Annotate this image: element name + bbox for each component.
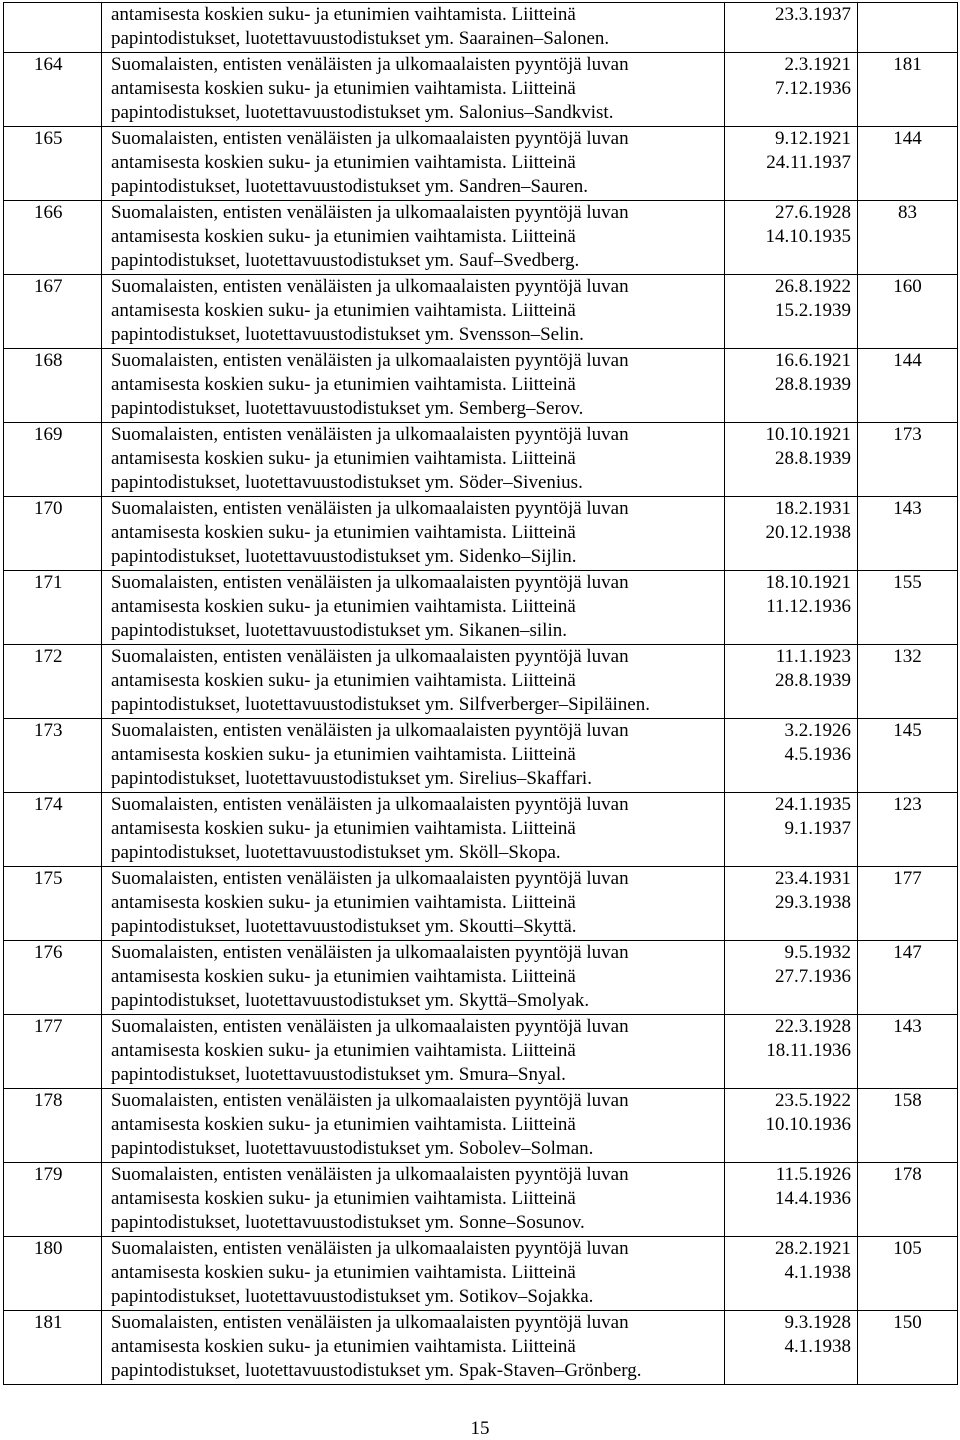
row-dates — [725, 719, 858, 793]
row-number: 179 — [4, 1163, 102, 1237]
date-start: 23.3.1937 — [775, 4, 851, 25]
date-start: 9.5.1932 — [784, 942, 851, 963]
description-line: papintodistukset, luotettavuustodistukset ym. Semberg–Serov. — [111, 398, 584, 420]
row-description — [102, 867, 725, 941]
description-line: papintodistukset, luotettavuustodistukset ym. Saarainen–Salonen. — [111, 28, 610, 50]
row-count: 83 — [858, 201, 958, 275]
row-dates — [725, 867, 858, 941]
description-line: Suomalaisten, entisten venäläisten ja ulkomaalaisten pyyntöjä luvan — [111, 572, 629, 593]
row-count: 132 — [858, 645, 958, 719]
row-number: 169 — [4, 423, 102, 497]
date-end: 18.11.1936 — [766, 1040, 851, 1062]
date-start: 3.2.1926 — [784, 720, 851, 741]
row-description — [102, 497, 725, 571]
row-dates — [725, 1089, 858, 1163]
row-description — [102, 275, 725, 349]
date-start: 23.5.1922 — [775, 1090, 851, 1111]
description-line: Suomalaisten, entisten venäläisten ja ulkomaalaisten pyyntöjä luvan — [111, 646, 629, 667]
table-row — [4, 645, 958, 719]
row-count: 145 — [858, 719, 958, 793]
description-line: papintodistukset, luotettavuustodistukset ym. Sidenko–Sijlin. — [111, 546, 577, 568]
row-number: 165 — [4, 127, 102, 201]
description-line: Suomalaisten, entisten venäläisten ja ulkomaalaisten pyyntöjä luvan — [111, 1164, 629, 1185]
row-description — [102, 941, 725, 1015]
row-dates — [725, 349, 858, 423]
page-number: 15 — [470, 1418, 490, 1439]
description-line: antamisesta koskien suku- ja etunimien vaihtamista. Liitteinä — [111, 1040, 576, 1062]
table-row — [4, 127, 958, 201]
description-line: papintodistukset, luotettavuustodistukset ym. Skoutti–Skyttä. — [111, 916, 577, 938]
row-count: 178 — [858, 1163, 958, 1237]
row-number: 170 — [4, 497, 102, 571]
row-description — [102, 127, 725, 201]
date-start: 24.1.1935 — [775, 794, 851, 815]
row-description — [102, 53, 725, 127]
row-number: 177 — [4, 1015, 102, 1089]
description-line: papintodistukset, luotettavuustodistukset ym. Skyttä–Smolyak. — [111, 990, 590, 1012]
table-row — [4, 941, 958, 1015]
description-line: papintodistukset, luotettavuustodistukset ym. Sirelius–Skaffari. — [111, 768, 592, 790]
date-end: 9.1.1937 — [784, 818, 851, 840]
date-end: 28.8.1939 — [775, 374, 851, 396]
row-number: 167 — [4, 275, 102, 349]
date-end: 24.11.1937 — [766, 152, 851, 174]
row-description — [102, 571, 725, 645]
row-count: 143 — [858, 497, 958, 571]
row-number — [4, 3, 102, 53]
row-number: 181 — [4, 1311, 102, 1385]
date-start: 16.6.1921 — [775, 350, 851, 371]
row-dates — [725, 201, 858, 275]
date-start: 27.6.1928 — [775, 202, 851, 223]
row-number: 180 — [4, 1237, 102, 1311]
date-start: 2.3.1921 — [784, 54, 851, 75]
row-description — [102, 645, 725, 719]
table-row — [4, 793, 958, 867]
row-count: 143 — [858, 1015, 958, 1089]
table-row — [4, 349, 958, 423]
description-line: antamisesta koskien suku- ja etunimien vaihtamista. Liitteinä — [111, 670, 576, 692]
date-start: 26.8.1922 — [775, 276, 851, 297]
description-line: antamisesta koskien suku- ja etunimien vaihtamista. Liitteinä — [111, 596, 576, 618]
table-row — [4, 1163, 958, 1237]
description-line: papintodistukset, luotettavuustodistukset ym. Sobolev–Solman. — [111, 1138, 594, 1160]
row-description — [102, 423, 725, 497]
description-line: antamisesta koskien suku- ja etunimien vaihtamista. Liitteinä — [111, 300, 576, 322]
date-end: 27.7.1936 — [775, 966, 851, 988]
row-number: 176 — [4, 941, 102, 1015]
row-dates — [725, 571, 858, 645]
date-start: 11.1.1923 — [775, 646, 851, 667]
date-start: 9.12.1921 — [775, 128, 851, 149]
row-number: 171 — [4, 571, 102, 645]
description-line: papintodistukset, luotettavuustodistukset ym. Spak-Staven–Grönberg. — [111, 1360, 642, 1382]
row-dates — [725, 941, 858, 1015]
row-description — [102, 349, 725, 423]
description-line: papintodistukset, luotettavuustodistukset ym. Smura–Snyal. — [111, 1064, 566, 1086]
row-dates — [725, 1311, 858, 1385]
date-start: 28.2.1921 — [775, 1238, 851, 1259]
row-description — [102, 1237, 725, 1311]
table-row — [4, 1089, 958, 1163]
description-line: Suomalaisten, entisten venäläisten ja ulkomaalaisten pyyntöjä luvan — [111, 128, 629, 149]
description-line: Suomalaisten, entisten venäläisten ja ulkomaalaisten pyyntöjä luvan — [111, 1312, 629, 1333]
row-count: 158 — [858, 1089, 958, 1163]
description-line: Suomalaisten, entisten venäläisten ja ulkomaalaisten pyyntöjä luvan — [111, 498, 629, 519]
date-end: 11.12.1936 — [766, 596, 851, 618]
row-count: 173 — [858, 423, 958, 497]
description-line: papintodistukset, luotettavuustodistukset ym. Sotikov–Sojakka. — [111, 1286, 594, 1308]
description-line: antamisesta koskien suku- ja etunimien vaihtamista. Liitteinä — [111, 226, 576, 248]
date-start: 18.10.1921 — [765, 572, 851, 593]
row-count: 160 — [858, 275, 958, 349]
description-line: Suomalaisten, entisten venäläisten ja ulkomaalaisten pyyntöjä luvan — [111, 942, 629, 963]
date-start: 23.4.1931 — [775, 868, 851, 889]
description-line: Suomalaisten, entisten venäläisten ja ulkomaalaisten pyyntöjä luvan — [111, 1016, 629, 1037]
date-end: 15.2.1939 — [775, 300, 851, 322]
row-number: 164 — [4, 53, 102, 127]
date-end: 14.10.1935 — [765, 226, 851, 248]
description-line: Suomalaisten, entisten venäläisten ja ulkomaalaisten pyyntöjä luvan — [111, 276, 629, 297]
date-start: 10.10.1921 — [765, 424, 851, 445]
row-count: 147 — [858, 941, 958, 1015]
row-description — [102, 1015, 725, 1089]
description-line: papintodistukset, luotettavuustodistukset ym. Salonius–Sandkvist. — [111, 102, 614, 124]
row-description — [102, 201, 725, 275]
table-row — [4, 867, 958, 941]
date-end: 28.8.1939 — [775, 448, 851, 470]
date-start: 9.3.1928 — [784, 1312, 851, 1333]
description-line: antamisesta koskien suku- ja etunimien vaihtamista. Liitteinä — [111, 78, 576, 100]
description-line: antamisesta koskien suku- ja etunimien vaihtamista. Liitteinä — [111, 818, 576, 840]
row-description — [102, 1163, 725, 1237]
date-start: 11.5.1926 — [775, 1164, 851, 1185]
description-line: Suomalaisten, entisten venäläisten ja ulkomaalaisten pyyntöjä luvan — [111, 868, 629, 889]
table-row — [4, 53, 958, 127]
table-row — [4, 571, 958, 645]
description-line: Suomalaisten, entisten venäläisten ja ulkomaalaisten pyyntöjä luvan — [111, 424, 629, 445]
description-line: antamisesta koskien suku- ja etunimien vaihtamista. Liitteinä — [111, 1336, 576, 1358]
description-line: papintodistukset, luotettavuustodistukset ym. Sonne–Sosunov. — [111, 1212, 585, 1234]
description-line: papintodistukset, luotettavuustodistukset ym. Sauf–Svedberg. — [111, 250, 580, 272]
description-line: antamisesta koskien suku- ja etunimien vaihtamista. Liitteinä — [111, 448, 576, 470]
description-line: papintodistukset, luotettavuustodistukset ym. Sandren–Sauren. — [111, 176, 589, 198]
table-row — [4, 1311, 958, 1385]
row-number: 175 — [4, 867, 102, 941]
row-description — [102, 719, 725, 793]
row-count — [858, 3, 958, 53]
description-line: antamisesta koskien suku- ja etunimien vaihtamista. Liitteinä — [111, 4, 576, 25]
description-line: papintodistukset, luotettavuustodistukset ym. Sikanen–silin. — [111, 620, 567, 642]
table-row — [4, 423, 958, 497]
date-end: 14.4.1936 — [775, 1188, 851, 1210]
table-body — [4, 3, 958, 1385]
description-line: antamisesta koskien suku- ja etunimien vaihtamista. Liitteinä — [111, 892, 576, 914]
row-dates — [725, 423, 858, 497]
row-number: 168 — [4, 349, 102, 423]
date-end: 20.12.1938 — [765, 522, 851, 544]
description-line: papintodistukset, luotettavuustodistukset ym. Söder–Sivenius. — [111, 472, 583, 494]
row-count: 144 — [858, 127, 958, 201]
description-line: antamisesta koskien suku- ja etunimien vaihtamista. Liitteinä — [111, 744, 576, 766]
row-count: 150 — [858, 1311, 958, 1385]
row-description — [102, 1311, 725, 1385]
row-count: 123 — [858, 793, 958, 867]
row-number: 174 — [4, 793, 102, 867]
table-row — [4, 1237, 958, 1311]
row-number: 178 — [4, 1089, 102, 1163]
table-row — [4, 1015, 958, 1089]
description-line: Suomalaisten, entisten venäläisten ja ulkomaalaisten pyyntöjä luvan — [111, 350, 629, 371]
date-end: 4.1.1938 — [784, 1262, 851, 1284]
description-line: Suomalaisten, entisten venäläisten ja ulkomaalaisten pyyntöjä luvan — [111, 720, 629, 741]
description-line: antamisesta koskien suku- ja etunimien vaihtamista. Liitteinä — [111, 522, 576, 544]
description-line: papintodistukset, luotettavuustodistukset ym. Silfverberger–Sipiläinen. — [111, 694, 650, 716]
row-dates — [725, 1163, 858, 1237]
row-number: 172 — [4, 645, 102, 719]
row-dates — [725, 3, 858, 53]
table-row — [4, 497, 958, 571]
row-count: 105 — [858, 1237, 958, 1311]
row-dates — [725, 275, 858, 349]
date-end: 4.5.1936 — [784, 744, 851, 766]
date-end: 4.1.1938 — [784, 1336, 851, 1358]
row-count: 155 — [858, 571, 958, 645]
row-number: 166 — [4, 201, 102, 275]
description-line: antamisesta koskien suku- ja etunimien vaihtamista. Liitteinä — [111, 966, 576, 988]
row-dates — [725, 793, 858, 867]
table-row-continued — [4, 3, 958, 53]
description-line: antamisesta koskien suku- ja etunimien vaihtamista. Liitteinä — [111, 1188, 576, 1210]
date-end: 29.3.1938 — [775, 892, 851, 914]
description-line: antamisesta koskien suku- ja etunimien vaihtamista. Liitteinä — [111, 1114, 576, 1136]
row-dates — [725, 497, 858, 571]
row-count: 177 — [858, 867, 958, 941]
description-line: Suomalaisten, entisten venäläisten ja ulkomaalaisten pyyntöjä luvan — [111, 202, 629, 223]
date-start: 22.3.1928 — [775, 1016, 851, 1037]
date-end: 7.12.1936 — [775, 78, 851, 100]
date-start: 18.2.1931 — [775, 498, 851, 519]
description-line: antamisesta koskien suku- ja etunimien vaihtamista. Liitteinä — [111, 152, 576, 174]
description-line: papintodistukset, luotettavuustodistukset ym. Svensson–Selin. — [111, 324, 584, 346]
row-description — [102, 1089, 725, 1163]
row-dates — [725, 53, 858, 127]
description-line: papintodistukset, luotettavuustodistukset ym. Sköll–Skopa. — [111, 842, 561, 864]
row-description — [102, 793, 725, 867]
description-line: antamisesta koskien suku- ja etunimien vaihtamista. Liitteinä — [111, 374, 576, 396]
row-dates — [725, 1015, 858, 1089]
date-end: 28.8.1939 — [775, 670, 851, 692]
description-line: Suomalaisten, entisten venäläisten ja ulkomaalaisten pyyntöjä luvan — [111, 1238, 629, 1259]
archive-listing-table — [3, 2, 958, 1385]
description-line: Suomalaisten, entisten venäläisten ja ulkomaalaisten pyyntöjä luvan — [111, 54, 629, 75]
date-end: 10.10.1936 — [765, 1114, 851, 1136]
description-line: Suomalaisten, entisten venäläisten ja ulkomaalaisten pyyntöjä luvan — [111, 1090, 629, 1111]
row-count: 181 — [858, 53, 958, 127]
row-description — [102, 3, 725, 53]
row-dates — [725, 127, 858, 201]
row-number: 173 — [4, 719, 102, 793]
table-row — [4, 201, 958, 275]
description-line: antamisesta koskien suku- ja etunimien vaihtamista. Liitteinä — [111, 1262, 576, 1284]
row-dates — [725, 1237, 858, 1311]
table-row — [4, 275, 958, 349]
description-line: Suomalaisten, entisten venäläisten ja ulkomaalaisten pyyntöjä luvan — [111, 794, 629, 815]
table-row — [4, 719, 958, 793]
row-dates — [725, 645, 858, 719]
row-count: 144 — [858, 349, 958, 423]
